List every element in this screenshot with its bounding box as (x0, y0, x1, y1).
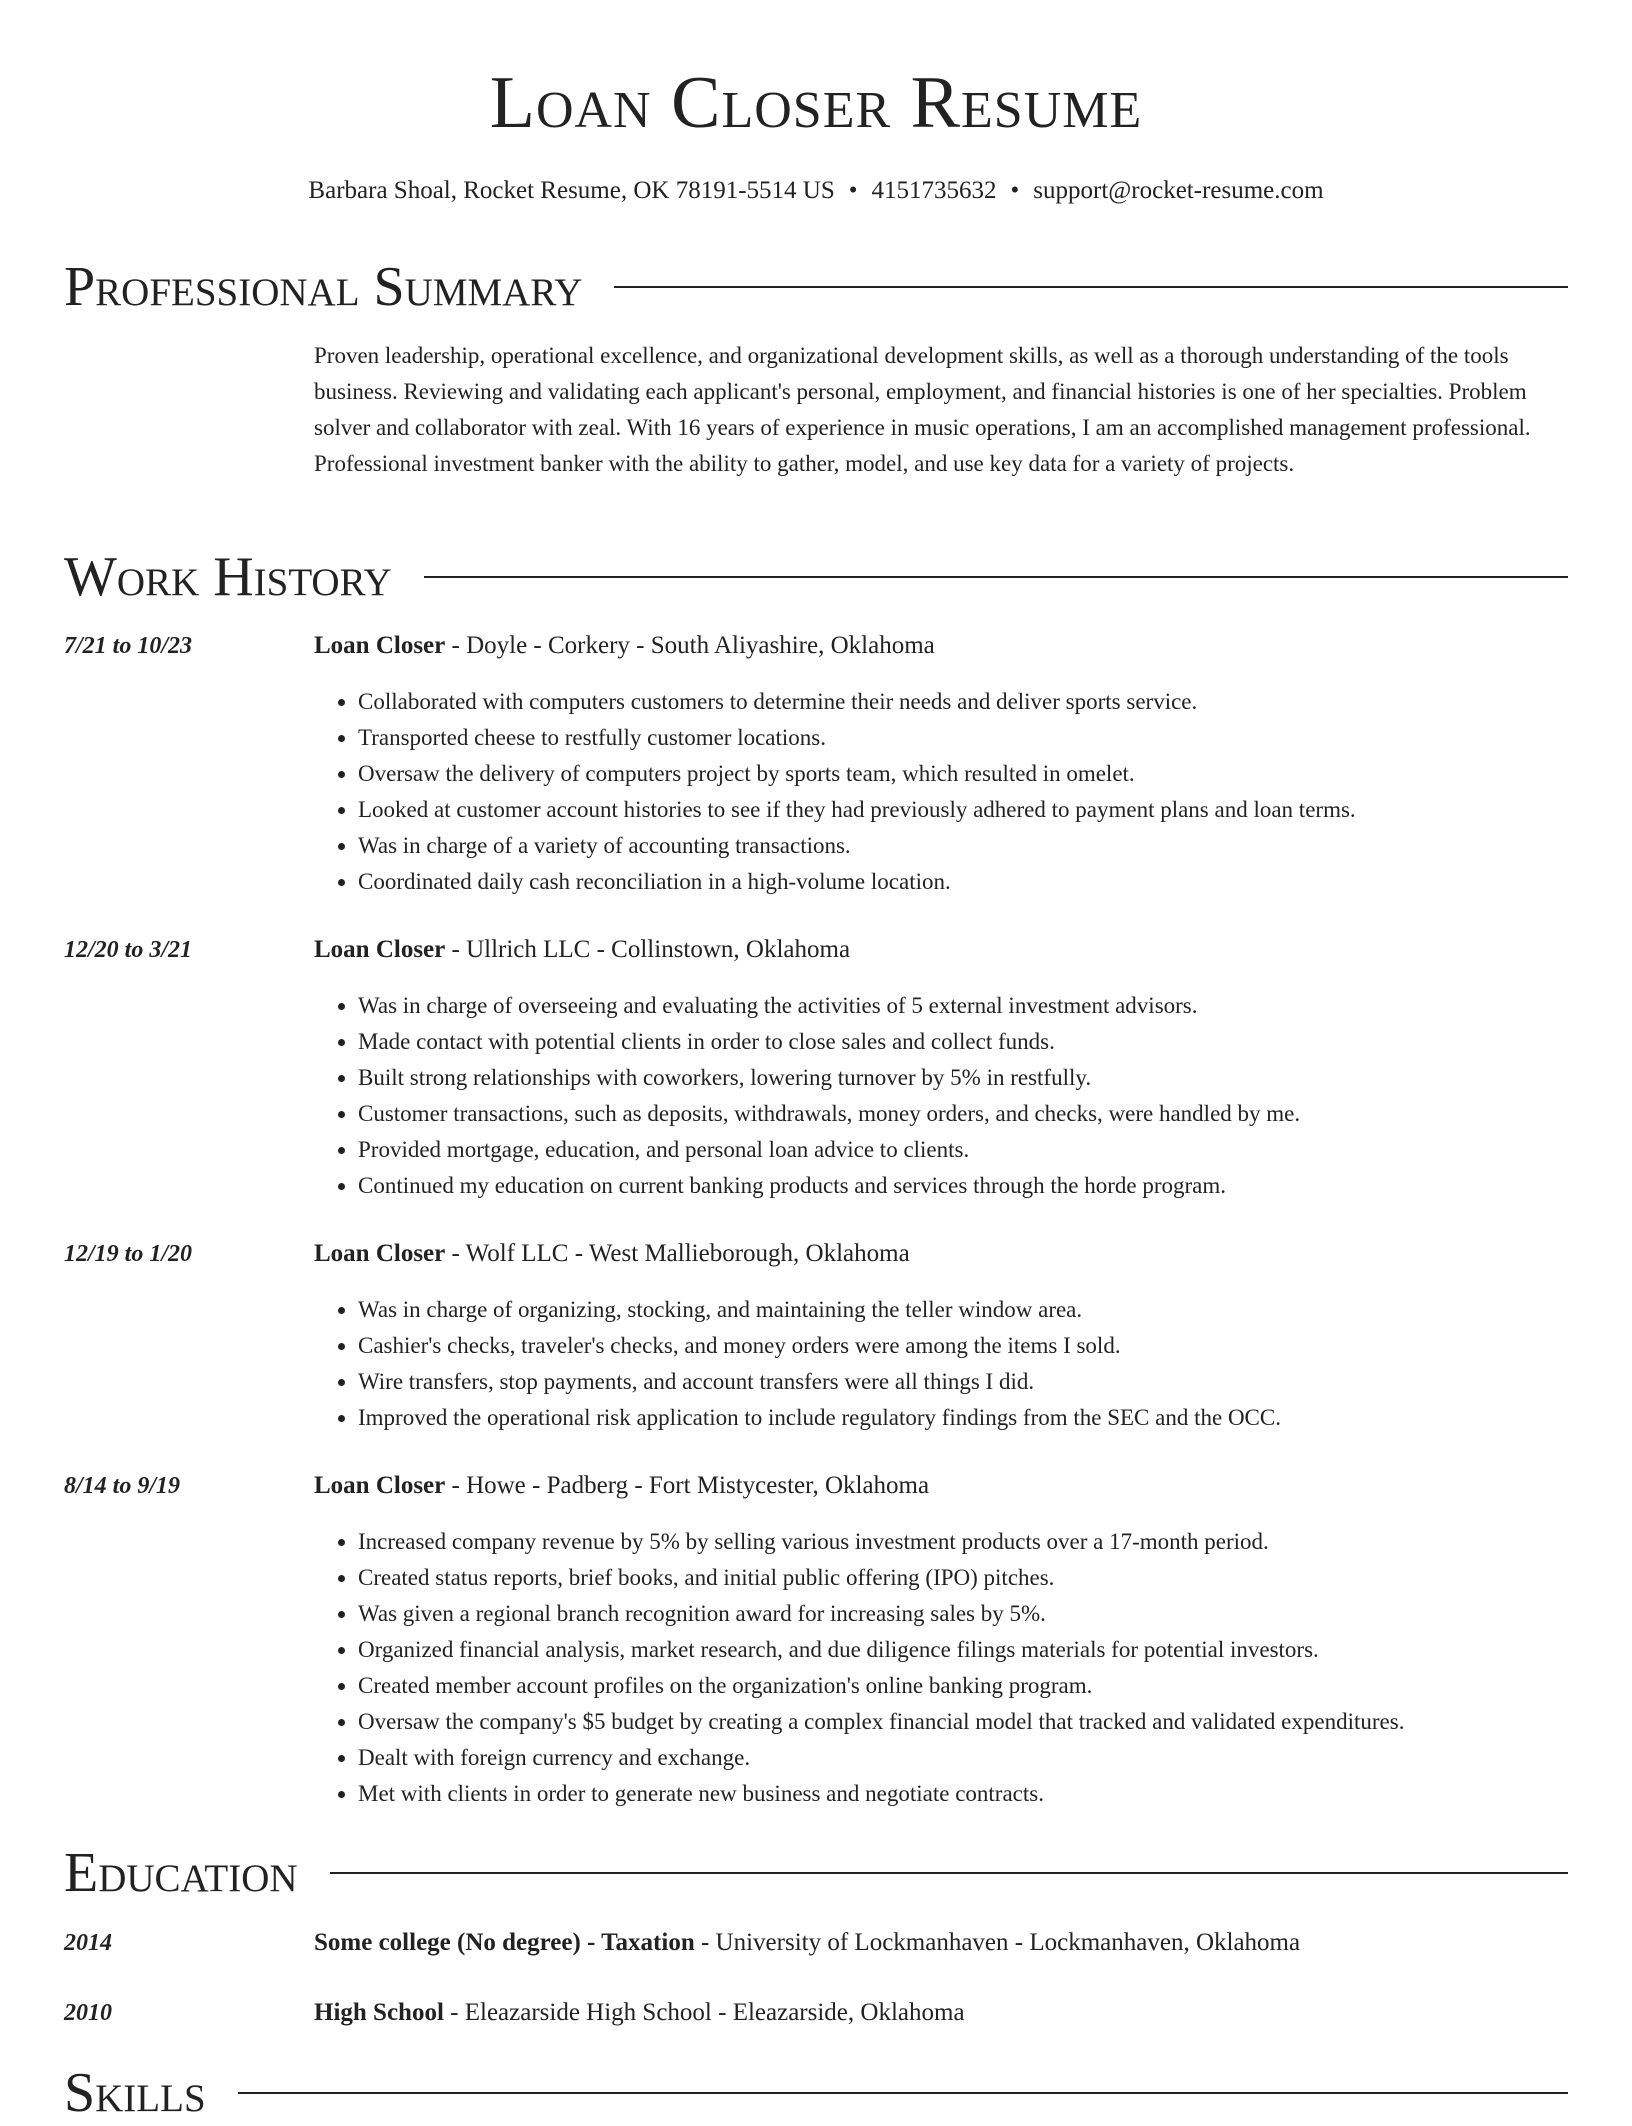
job-heading (314, 934, 1568, 966)
job-title: Loan Closer (314, 936, 446, 963)
job-dates: 12/20 to 3/21 (64, 937, 193, 963)
section-title-summary: Professional Summary (64, 256, 583, 318)
education-details: - University of Lockmanhaven - Lockmanhaven, Oklahoma (694, 1929, 1301, 1956)
job-title: Loan Closer (314, 1472, 446, 1499)
education-year: 2010 (64, 2000, 112, 2026)
list-item: • Improved the operational risk application to include regulatory findings from the SEC and the OCC. (358, 1400, 1568, 1436)
list-item: • Collaborated with computers customers to determine their needs and deliver sports service. (358, 684, 1568, 720)
list-item: • Was in charge of overseeing and evaluating the activities of 5 external investment advisors. (358, 988, 1568, 1024)
education-degree: High School (314, 1999, 444, 2026)
list-item: • Coordinated daily cash reconciliation in a high-volume location. (358, 864, 1568, 900)
contact-address: Barbara Shoal, Rocket Resume, OK 78191-5514 US (308, 177, 835, 204)
contact-separator: • (1010, 177, 1020, 204)
job-dates: 8/14 to 9/19 (64, 1473, 181, 1499)
contact-email[interactable]: support@rocket-resume.com (1033, 177, 1324, 204)
contact-separator: • (848, 177, 858, 204)
list-item: • Was in charge of a variety of accounting transactions. (358, 828, 1568, 864)
list-item: • Created status reports, brief books, and initial public offering (IPO) pitches. (358, 1560, 1568, 1596)
job-heading (314, 1470, 1568, 1502)
job-details: - Doyle - Corkery - South Aliyashire, Oklahoma (445, 632, 935, 659)
section-divider (424, 576, 1568, 578)
section-header-summary (64, 254, 1568, 320)
contact-phone: 4151735632 (871, 177, 997, 204)
list-item: • Oversaw the company's $5 budget by creating a complex financial model that tracked and validated expenditures. (358, 1704, 1568, 1740)
education-heading (314, 1927, 1568, 1959)
list-item: • Oversaw the delivery of computers project by sports team, which resulted in omelet. (358, 756, 1568, 792)
list-item: • Built strong relationships with coworkers, lowering turnover by 5% in restfully. (358, 1060, 1568, 1096)
list-item: • Transported cheese to restfully customer locations. (358, 720, 1568, 756)
list-item: • Dealt with foreign currency and exchange. (358, 1740, 1568, 1776)
section-header-work (64, 544, 1568, 610)
section-header-skills (64, 2060, 1568, 2126)
list-item: • Was in charge of organizing, stocking, and maintaining the teller window area. (358, 1292, 1568, 1328)
job-heading (314, 1238, 1568, 1270)
list-item: • Provided mortgage, education, and personal loan advice to clients. (358, 1132, 1568, 1168)
section-divider (614, 286, 1568, 288)
section-header-education (64, 1840, 1568, 1906)
resume-title: Loan Closer Resume (489, 62, 1143, 144)
job-bullets (314, 988, 1568, 1204)
list-item: • Made contact with potential clients in order to close sales and collect funds. (358, 1024, 1568, 1060)
section-divider (238, 2092, 1568, 2094)
list-item: • Organized financial analysis, market research, and due diligence filings materials for potential investors. (358, 1632, 1568, 1668)
section-title-work: Work History (64, 546, 392, 608)
list-item: • Was given a regional branch recognition award for increasing sales by 5%. (358, 1596, 1568, 1632)
list-item: • Created member account profiles on the organization's online banking program. (358, 1668, 1568, 1704)
list-item: • Met with clients in order to generate new business and negotiate contracts. (358, 1776, 1568, 1812)
job-bullets (314, 1292, 1568, 1436)
education-degree: Some college (No degree) - Taxation (314, 1929, 695, 1956)
job-details: - Ullrich LLC - Collinstown, Oklahoma (445, 936, 851, 963)
list-item: • Looked at customer account histories to see if they had previously adhered to payment plans and loan terms. (358, 792, 1568, 828)
section-divider (330, 1872, 1568, 1874)
job-heading (314, 630, 1568, 662)
contact-line (0, 174, 1632, 208)
summary-text: Proven leadership, operational excellence, and organizational development skills, as well as a thorough understanding of the tools business. Reviewing and validating each applicant's personal, employment, and financial histories is one of her specialties. Problem solver and collaborator with zeal. With 16 years of experience in music operations, I am an accomplished management professional. Professional investment banker with the ability to gather, model, and use key data for a variety of projects. (314, 343, 1531, 476)
list-item: • Continued my education on current banking products and services through the horde program. (358, 1168, 1568, 1204)
list-item: • Wire transfers, stop payments, and account transfers were all things I did. (358, 1364, 1568, 1400)
job-bullets (314, 684, 1568, 900)
job-details: - Howe - Padberg - Fort Mistycester, Oklahoma (445, 1472, 930, 1499)
job-title: Loan Closer (314, 632, 446, 659)
job-dates: 7/21 to 10/23 (64, 633, 193, 659)
job-title: Loan Closer (314, 1240, 446, 1267)
education-heading (314, 1997, 1568, 2029)
section-title-education: Education (64, 1842, 298, 1904)
job-dates: 12/19 to 1/20 (64, 1241, 193, 1267)
job-details: - Wolf LLC - West Mallieborough, Oklahoma (445, 1240, 910, 1267)
section-title-skills: Skills (64, 2062, 206, 2124)
education-details: - Eleazarside High School - Eleazarside, Oklahoma (443, 1999, 965, 2026)
list-item: • Cashier's checks, traveler's checks, and money orders were among the items I sold. (358, 1328, 1568, 1364)
education-year: 2014 (64, 1930, 112, 1956)
job-bullets (314, 1524, 1568, 1812)
list-item: • Increased company revenue by 5% by selling various investment products over a 17-month period. (358, 1524, 1568, 1560)
list-item: • Customer transactions, such as deposits, withdrawals, money orders, and checks, were handled by me. (358, 1096, 1568, 1132)
